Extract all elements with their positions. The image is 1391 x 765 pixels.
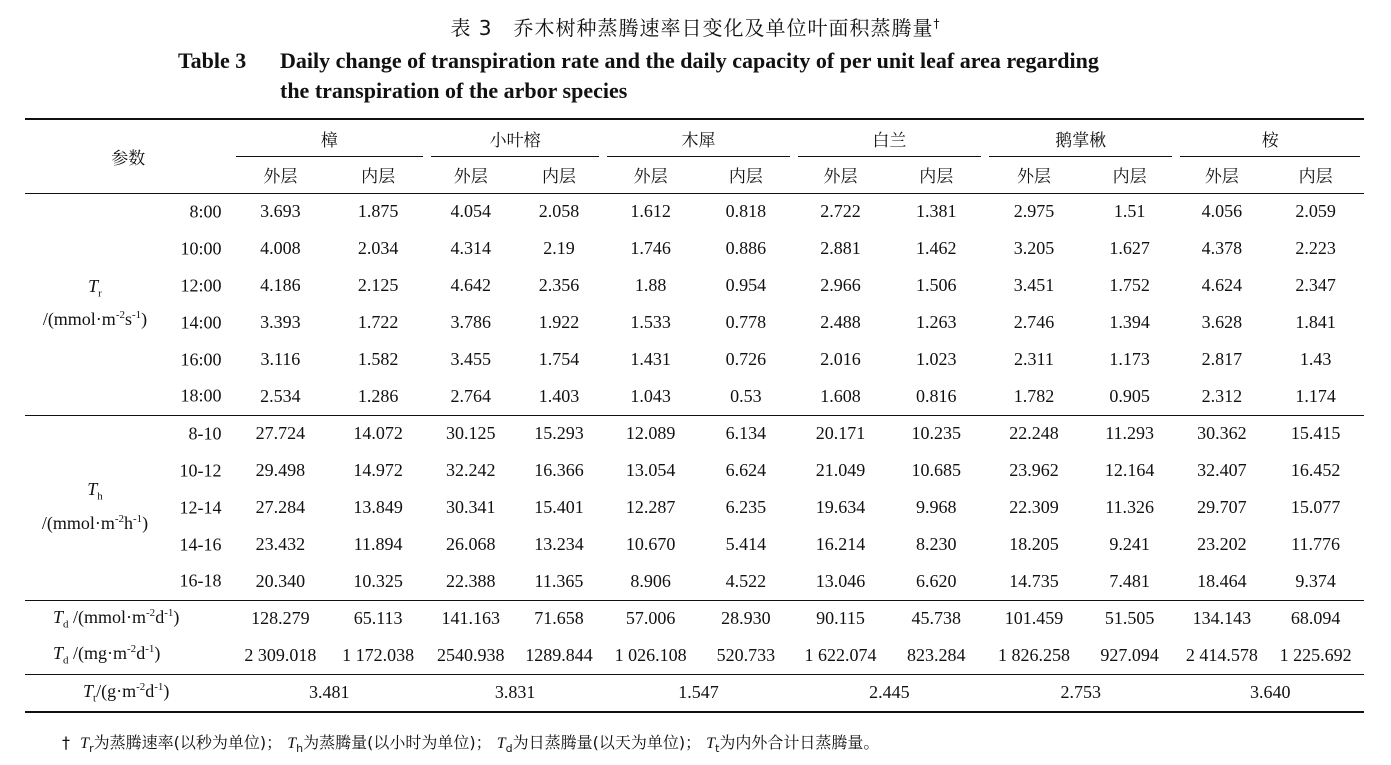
row-label-cell xyxy=(25,378,232,415)
table-cell: 1.431 xyxy=(630,349,671,369)
time-label: 18:00 xyxy=(180,385,222,406)
row-label-cell xyxy=(25,600,232,637)
table-cell: 2.817 xyxy=(1201,349,1243,369)
table-row xyxy=(25,637,1364,674)
table-cell: 1.875 xyxy=(357,201,399,222)
param-unit: $/(mmol\cdot m^{-2}s^{-1})$ xyxy=(42,309,148,330)
time-label: 14:00 xyxy=(180,312,222,332)
table-cell: 2 414.578 xyxy=(1176,637,1267,674)
table-cell: 1.51 xyxy=(1113,201,1146,222)
total-cell: 3.640 xyxy=(1176,674,1364,712)
table-cell: 26.068 xyxy=(446,534,496,554)
table-cell: 12.287 xyxy=(625,497,676,517)
inner-layer-header: 内层 xyxy=(1083,157,1177,193)
table-cell: 12.089 xyxy=(625,423,676,444)
table-row xyxy=(25,341,1364,378)
table-cell: 11.293 xyxy=(1105,423,1155,444)
outer-layer-header: 外层 xyxy=(794,157,888,193)
table-cell: 27.284 xyxy=(255,497,306,517)
table-cell: 23.432 xyxy=(255,534,306,554)
table-cell: 23.202 xyxy=(1197,534,1247,554)
table-cell: 1 172.038 xyxy=(329,637,427,674)
table-cell: 2.034 xyxy=(357,238,399,258)
table-cell: 1.286 xyxy=(329,378,427,415)
table-cell: 15.293 xyxy=(534,423,584,444)
table-cell: 16.452 xyxy=(1290,460,1341,480)
table-cell: 0.905 xyxy=(1083,378,1177,415)
table-cell: 4.008 xyxy=(260,238,301,258)
table-cell: 4.314 xyxy=(450,238,492,258)
table-cell: 4.642 xyxy=(450,275,492,295)
table-cell: 18.464 xyxy=(1176,563,1267,600)
table-cell: 1 225.692 xyxy=(1267,637,1364,674)
table-cell: 1.381 xyxy=(915,201,957,222)
table-cell: 1.43 xyxy=(1299,349,1332,369)
total-cell: 2.753 xyxy=(985,674,1176,712)
table-cell: 7.481 xyxy=(1083,563,1177,600)
title-en-line1: Daily change of transpiration rate and the daily capacity of per unit leaf area regarding xyxy=(280,48,1099,73)
table-cell: 71.658 xyxy=(534,608,584,629)
table-cell: 3.116 xyxy=(260,349,301,369)
table-cell: 28.930 xyxy=(721,608,771,629)
outer-layer-header: 外层 xyxy=(427,157,515,193)
table-row xyxy=(25,415,1364,452)
title-cn-text: 表 3 乔木树种蒸腾速率日变化及单位叶面积蒸腾量 xyxy=(450,16,934,40)
table-cell: 3.205 xyxy=(1013,238,1055,258)
inner-layer-header: 内层 xyxy=(515,157,604,193)
table-cell: 2.488 xyxy=(820,312,861,332)
table-cell: 2.966 xyxy=(820,275,861,295)
table-cell: 32.407 xyxy=(1197,460,1247,480)
table-cell: 1 622.074 xyxy=(794,637,888,674)
table-cell: 1289.844 xyxy=(515,637,604,674)
table-cell: 15.415 xyxy=(1290,423,1341,444)
table-cell: 2.058 xyxy=(538,201,580,222)
table-cell: 1.782 xyxy=(985,378,1083,415)
table-cell: 29.498 xyxy=(255,460,306,480)
table-cell: 1.754 xyxy=(538,349,580,369)
table-cell: 14.072 xyxy=(353,423,403,444)
table-cell: 11.326 xyxy=(1105,497,1155,517)
table-cell: 8.230 xyxy=(915,534,957,554)
table-cell: 57.006 xyxy=(625,608,676,629)
table-cell: 1.582 xyxy=(357,349,399,369)
table-cell: 29.707 xyxy=(1197,497,1247,517)
table-cell: 1.608 xyxy=(794,378,888,415)
table-cell: 23.962 xyxy=(1009,460,1059,480)
table-cell: 45.738 xyxy=(911,608,961,629)
table-cell: 11.894 xyxy=(353,534,403,554)
table-cell: 2.125 xyxy=(357,275,399,295)
param-unit: $/(g\cdot m^{-2}d^{-1})$ xyxy=(96,680,170,701)
table-cell: 1.394 xyxy=(1109,312,1150,332)
table-row xyxy=(25,193,1364,230)
table-cell: 3.455 xyxy=(450,349,492,369)
param-unit: $/(mg\cdot m^{-2}d^{-1})$ xyxy=(68,643,161,664)
table-cell: 13.234 xyxy=(534,534,584,554)
table-cell: 128.279 xyxy=(251,608,310,629)
table-cell: 134.143 xyxy=(1192,608,1252,629)
table-cell: 0.778 xyxy=(725,312,767,332)
species-header: 樟 xyxy=(232,119,427,157)
table-cell: 51.505 xyxy=(1104,608,1155,629)
param-header: 参数 xyxy=(25,119,232,193)
time-label: 10-12 xyxy=(179,460,222,480)
table-cell: 1.533 xyxy=(630,312,671,332)
table-cell: 14.972 xyxy=(353,460,403,480)
table-cell: 4.624 xyxy=(1201,275,1243,295)
param-unit: $/(mmol\cdot m^{-2}d^{-1})$ xyxy=(68,606,180,627)
table-label: Table 3 xyxy=(178,48,247,73)
total-cell: 2.445 xyxy=(794,674,985,712)
table-cell: 22.388 xyxy=(427,563,515,600)
inner-layer-header: 内层 xyxy=(698,157,794,193)
row-label-cell xyxy=(25,304,232,341)
table-cell: 11.365 xyxy=(515,563,604,600)
table-cell: 3.786 xyxy=(450,312,492,332)
table-cell: 9.374 xyxy=(1267,563,1364,600)
data-table xyxy=(25,118,1364,713)
table-cell: 2.746 xyxy=(1013,312,1055,332)
table-cell: 20.171 xyxy=(815,423,866,444)
table-cell: 21.049 xyxy=(815,460,866,480)
param-label: $T_d$ xyxy=(53,606,69,631)
table-cell: 3.628 xyxy=(1201,312,1243,332)
table-cell: 520.733 xyxy=(698,637,794,674)
table-cell: 2.059 xyxy=(1295,201,1336,222)
table-cell: 6.620 xyxy=(887,563,985,600)
table-cell: 2.534 xyxy=(232,378,330,415)
inner-layer-header: 内层 xyxy=(887,157,985,193)
table-cell: 101.459 xyxy=(1004,608,1064,629)
table-cell: 1.722 xyxy=(357,312,399,332)
outer-layer-header: 外层 xyxy=(603,157,698,193)
table-cell: 30.341 xyxy=(446,497,496,517)
table-cell: 2.223 xyxy=(1295,238,1336,258)
table-cell: 927.094 xyxy=(1083,637,1177,674)
table-cell: 15.401 xyxy=(534,497,584,517)
param-label: $T_t$ xyxy=(83,680,97,705)
table-cell: 2.312 xyxy=(1176,378,1267,415)
table-cell: 0.886 xyxy=(725,238,767,258)
table-cell: 10.235 xyxy=(911,423,961,444)
time-label: 14-16 xyxy=(179,534,222,554)
table-cell: 30.125 xyxy=(446,423,496,444)
table-row xyxy=(25,563,1364,600)
table-cell: 1.627 xyxy=(1109,238,1150,258)
param-unit: $/(mmol\cdot m^{-2}h^{-1})$ xyxy=(41,512,149,533)
species-header: 鹅掌楸 xyxy=(985,119,1176,157)
table-cell: 12.164 xyxy=(1104,460,1155,480)
table-cell: 823.284 xyxy=(887,637,985,674)
table-cell: 8.906 xyxy=(603,563,698,600)
table-title-cn xyxy=(0,12,1391,41)
table-cell: 0.53 xyxy=(698,378,794,415)
table-cell: 0.818 xyxy=(725,201,767,222)
table-cell: 10.670 xyxy=(625,534,676,554)
table-cell: 1.922 xyxy=(538,312,580,332)
table-cell: 90.115 xyxy=(816,608,865,629)
table-cell: 4.054 xyxy=(450,201,492,222)
row-label-cell xyxy=(25,674,232,712)
table-cell: 2540.938 xyxy=(427,637,515,674)
row-label-cell xyxy=(25,563,232,600)
species-header: 小叶榕 xyxy=(427,119,603,157)
table-cell: 1 826.258 xyxy=(985,637,1083,674)
table-cell: 10.325 xyxy=(329,563,427,600)
table-row xyxy=(25,267,1364,304)
table-cell: 3.393 xyxy=(260,312,301,332)
table-cell: 1 026.108 xyxy=(603,637,698,674)
table-row xyxy=(25,304,1364,341)
table-cell: 2.311 xyxy=(1014,349,1054,369)
param-label: $T_h$ xyxy=(87,479,103,503)
table-title-en xyxy=(178,46,1278,106)
table-cell: 1.88 xyxy=(634,275,667,295)
table-cell: 13.046 xyxy=(794,563,888,600)
table-row xyxy=(25,452,1364,489)
table-cell: 0.816 xyxy=(887,378,985,415)
time-label: 8-10 xyxy=(188,423,222,444)
table-cell: 4.056 xyxy=(1201,201,1243,222)
inner-layer-header: 内层 xyxy=(1267,157,1364,193)
table-row xyxy=(25,600,1364,637)
table-cell: 1.023 xyxy=(915,349,957,369)
time-label: 16:00 xyxy=(180,349,222,369)
row-label-cell xyxy=(25,267,232,304)
row-label-cell xyxy=(25,489,232,526)
table-cell: 4.378 xyxy=(1201,238,1243,258)
table-cell: 2.356 xyxy=(538,275,580,295)
footnote: † $T_r$为蒸腾速率(以秒为单位)； $T_h$为蒸腾量(以小时为单位)； $T_d$为日蒸腾量(以天为单位)； $T_t$为内外合计日蒸腾量。 xyxy=(62,733,880,756)
table-cell: 30.362 xyxy=(1197,423,1247,444)
table-cell: 0.726 xyxy=(725,349,767,369)
time-label: 12:00 xyxy=(180,275,222,295)
param-label: $T_d$ xyxy=(53,643,69,668)
table-cell: 16.366 xyxy=(534,460,584,480)
table-cell: 1.506 xyxy=(915,275,957,295)
table-cell: 0.954 xyxy=(725,275,767,295)
table-cell: 9.968 xyxy=(915,497,957,517)
table-cell: 1.173 xyxy=(1109,349,1150,369)
title-dagger: † xyxy=(933,16,941,31)
table-cell: 1.612 xyxy=(630,201,671,222)
table-cell: 1.841 xyxy=(1295,312,1336,332)
total-cell: 3.831 xyxy=(427,674,603,712)
table-cell: 27.724 xyxy=(255,423,306,444)
table-row xyxy=(25,230,1364,267)
header-row-species xyxy=(25,119,1364,157)
species-header: 桉 xyxy=(1176,119,1364,157)
table-row xyxy=(25,378,1364,415)
table-cell: 2.016 xyxy=(820,349,861,369)
table-cell: 65.113 xyxy=(353,608,403,629)
row-label-cell xyxy=(25,526,232,563)
table-cell: 2.347 xyxy=(1295,275,1336,295)
table-cell: 1.043 xyxy=(603,378,698,415)
table-cell: 9.241 xyxy=(1109,534,1150,554)
table-cell: 2.19 xyxy=(543,238,575,258)
table-cell: 1.403 xyxy=(515,378,604,415)
table-cell: 1.746 xyxy=(630,238,671,258)
table-cell: 20.340 xyxy=(232,563,330,600)
outer-layer-header: 外层 xyxy=(232,157,330,193)
table-cell: 2 309.018 xyxy=(232,637,330,674)
row-label-cell xyxy=(25,341,232,378)
total-cell: 1.547 xyxy=(603,674,793,712)
table-cell: 5.414 xyxy=(725,534,767,554)
table-cell: 22.248 xyxy=(1009,423,1059,444)
species-header: 木犀 xyxy=(603,119,793,157)
table-cell: 4.186 xyxy=(260,275,301,295)
table-cell: 13.849 xyxy=(353,497,403,517)
outer-layer-header: 外层 xyxy=(1176,157,1267,193)
row-label-cell xyxy=(25,637,232,674)
table-cell: 10.685 xyxy=(911,460,961,480)
table-cell: 141.163 xyxy=(441,608,501,629)
table-cell: 11.776 xyxy=(1291,534,1340,554)
table-row xyxy=(25,526,1364,563)
total-cell: 3.481 xyxy=(232,674,427,712)
table-cell: 6.235 xyxy=(725,497,767,517)
table-cell: 18.205 xyxy=(1009,534,1059,554)
table-cell: 68.094 xyxy=(1290,608,1341,629)
table-row xyxy=(25,489,1364,526)
table-row-total xyxy=(25,674,1364,712)
time-label: 10:00 xyxy=(180,238,222,258)
param-label: $T_r$ xyxy=(88,275,102,300)
table-cell: 19.634 xyxy=(815,497,866,517)
table-cell: 2.975 xyxy=(1013,201,1055,222)
time-label: 16-18 xyxy=(179,570,222,591)
table-cell: 6.134 xyxy=(725,423,767,444)
row-label-cell xyxy=(25,230,232,267)
time-label: 12-14 xyxy=(179,497,222,517)
table-cell: 16.214 xyxy=(815,534,866,554)
table-cell: 22.309 xyxy=(1009,497,1059,517)
table-cell: 32.242 xyxy=(446,460,496,480)
table-cell: 1.752 xyxy=(1109,275,1150,295)
table-cell: 2.722 xyxy=(820,201,861,222)
row-label-cell xyxy=(25,452,232,489)
table-cell: 2.764 xyxy=(427,378,515,415)
time-label: 8:00 xyxy=(189,201,222,222)
outer-layer-header: 外层 xyxy=(985,157,1083,193)
table-cell: 6.624 xyxy=(725,460,767,480)
table-cell: 15.077 xyxy=(1290,497,1341,517)
species-header: 白兰 xyxy=(794,119,985,157)
title-en-line2: the transpiration of the arbor species xyxy=(280,78,628,103)
table-cell: 1.174 xyxy=(1267,378,1364,415)
table-cell: 4.522 xyxy=(698,563,794,600)
table-cell: 1.462 xyxy=(915,238,957,258)
table-cell: 13.054 xyxy=(625,460,676,480)
table-cell: 2.881 xyxy=(820,238,861,258)
table-cell: 1.263 xyxy=(915,312,957,332)
table-cell: 3.451 xyxy=(1013,275,1055,295)
table-cell: 3.693 xyxy=(260,201,301,222)
inner-layer-header: 内层 xyxy=(329,157,427,193)
table-cell: 14.735 xyxy=(985,563,1083,600)
